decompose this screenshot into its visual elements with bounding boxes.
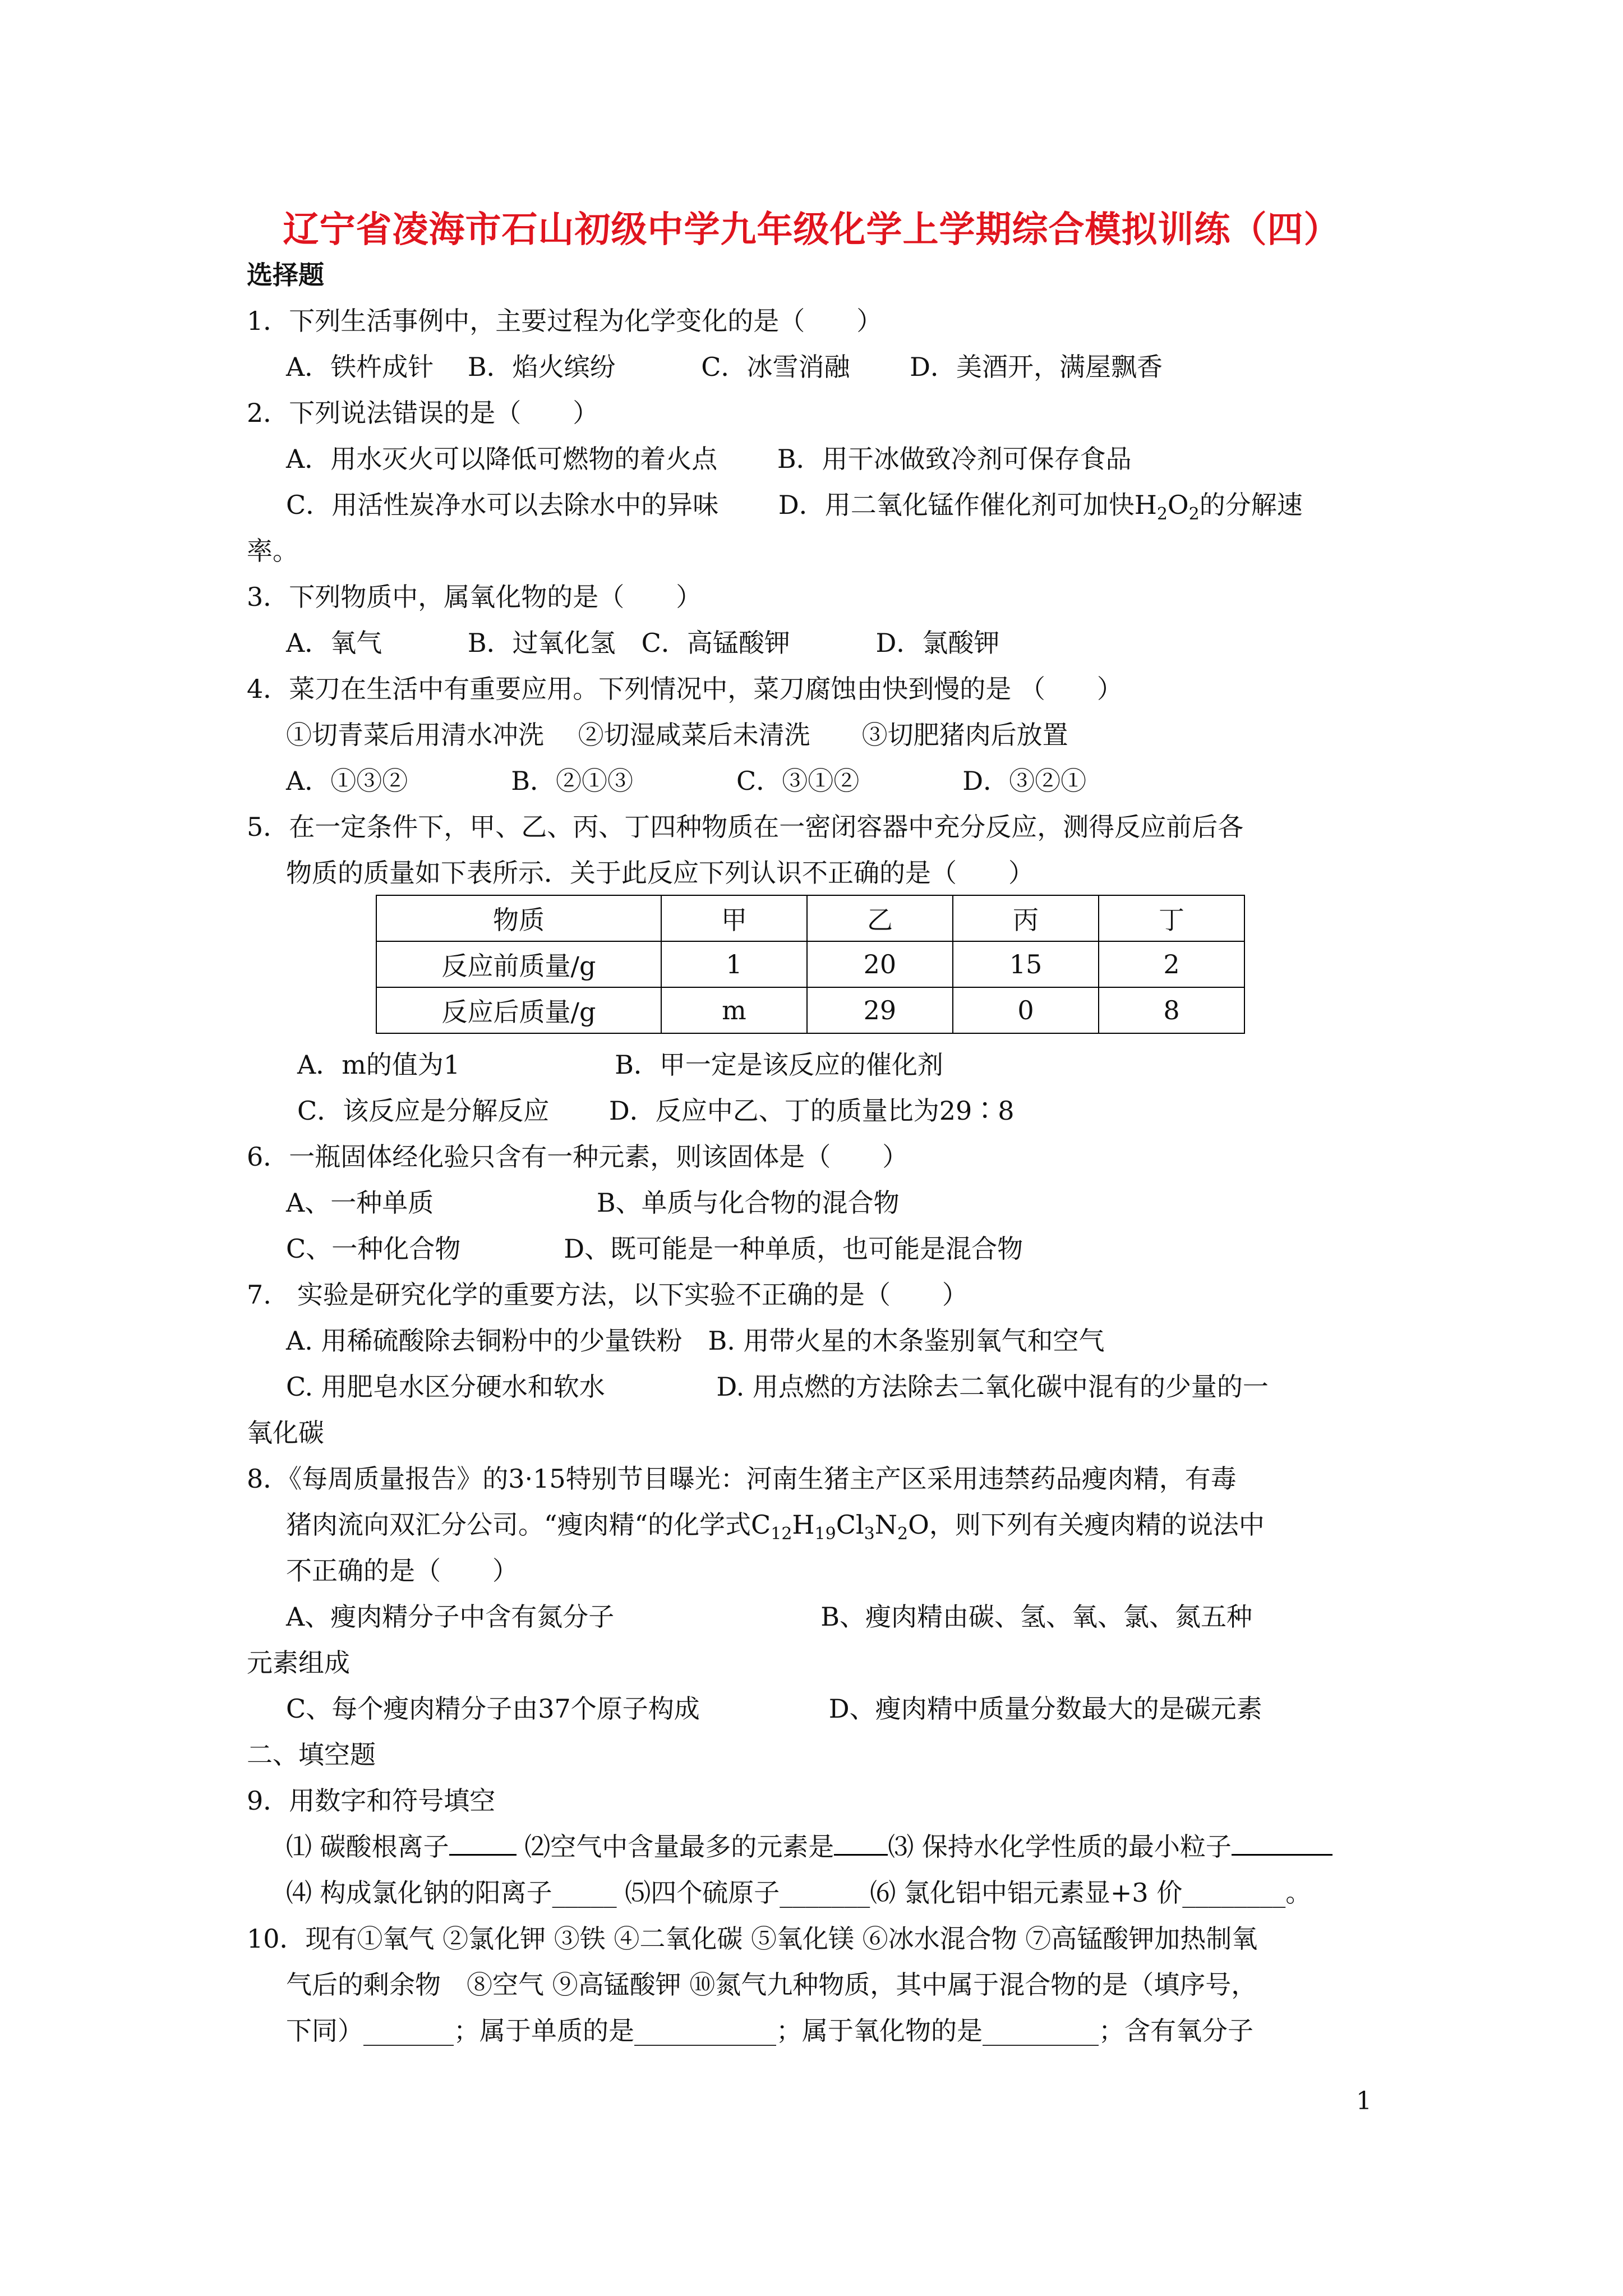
question-5-stem-1: 5．在一定条件下，甲、乙、丙、丁四种物质在一密闭容器中充分反应，测得反应前后各: [247, 812, 1244, 842]
table-cell: 0: [953, 987, 1099, 1033]
question-6-stem: 6．一瓶固体经化验只含有一种元素，则该固体是（ ）: [247, 1142, 909, 1172]
question-1-options: A．铁杵成针 B．焰火缤纷 C．冰雪消融 D．美酒开，满屋飘香: [286, 352, 1163, 382]
question-2-option-ab: A．用水灭火可以降低可燃物的着火点 B．用干冰做致冷剂可保存食品: [286, 444, 1132, 474]
table-row: [376, 941, 1244, 987]
question-9-line-1: ⑴ 碳酸根离子 ⑵空气中含量最多的元素是 ⑶ 保持水化学性质的最小粒子: [286, 1830, 1332, 1864]
table-cell: 反应后质量/g: [376, 987, 661, 1033]
question-10-line-2: 气后的剩余物 ⑧空气 ⑨高锰酸钾 ⑩氮气九种物质，其中属于混合物的是（填序号，: [286, 1970, 1257, 2000]
question-7-option-cd: C. 用肥皂水区分硬水和软水 D. 用点燃的方法除去二氧化碳中混有的少量的一: [286, 1372, 1269, 1402]
table-cell: 2: [1099, 941, 1244, 987]
table-header-cell: 甲: [661, 895, 807, 941]
mass-table: [376, 895, 1245, 1034]
question-8-stem-1: 8．《每周质量报告》的3·15特别节目曝光：河南生猪主产区采用违禁药品瘦肉精，有毒: [247, 1464, 1237, 1494]
question-1-stem: 1．下列生活事例中，主要过程为化学变化的是（ ）: [247, 306, 883, 336]
question-8-option-cd: C、每个瘦肉精分子由37个原子构成 D、瘦肉精中质量分数最大的是碳元素: [286, 1694, 1262, 1724]
question-5-option-cd: C．该反应是分解反应 D．反应中乙、丁的质量比为29∶8: [297, 1096, 1015, 1126]
section-heading-choice: 选择题: [247, 260, 324, 290]
question-3-options: A．氧气 B．过氧化氢 C．高锰酸钾 D．氯酸钾: [286, 628, 1000, 658]
question-10-line-1: 10．现有①氧气 ②氯化钾 ③铁 ④二氧化碳 ⑤氧化镁 ⑥冰水混合物 ⑦高锰酸钾加热制氧: [247, 1924, 1258, 1954]
question-7-continuation: 氧化碳: [247, 1418, 324, 1448]
question-9-stem: 9．用数字和符号填空: [247, 1786, 496, 1816]
table-cell: m: [661, 987, 807, 1033]
table-cell: 8: [1099, 987, 1244, 1033]
question-4-stem: 4．菜刀在生活中有重要应用。下列情况中，菜刀腐蚀由快到慢的是 （ ）: [247, 674, 1123, 704]
question-5-stem-2: 物质的质量如下表所示．关于此反应下列认识不正确的是（ ）: [286, 858, 1034, 888]
question-8-stem-3: 不正确的是（ ）: [286, 1556, 518, 1586]
table-header-cell: 丙: [953, 895, 1099, 941]
table-header-cell: 乙: [807, 895, 953, 941]
question-2-option-cd: C．用活性炭净水可以去除水中的异味 D．用二氧化锰作催化剂可加快$H_2O_2$的分解速: [286, 490, 1303, 524]
question-8-continuation: 元素组成: [247, 1648, 350, 1678]
question-2-continuation: 率。: [247, 536, 298, 566]
answer-blank[interactable]: [449, 1832, 517, 1856]
table-cell: 反应前质量/g: [376, 941, 661, 987]
answer-blank[interactable]: [1232, 1832, 1332, 1856]
table-cell: 29: [807, 987, 953, 1033]
table-cell: 1: [661, 941, 807, 987]
section-heading-fill: 二、填空题: [247, 1740, 376, 1770]
question-5-option-ab: A．m的值为1 B．甲一定是该反应的催化剂: [297, 1050, 943, 1080]
question-4-options: A．①③② B．②①③ C．③①② D．③②①: [286, 766, 1087, 796]
question-9-line-2: ⑷ 构成氯化钠的阳离子_____ ⑸四个硫原子_______⑹ 氯化铝中铝元素显+3 价________。: [286, 1878, 1312, 1908]
table-cell: 15: [953, 941, 1099, 987]
question-6-option-ab: A、一种单质 B、单质与化合物的混合物: [286, 1188, 900, 1218]
page-number: 1: [1356, 2087, 1372, 2115]
question-6-option-cd: C、一种化合物 D、既可能是一种单质，也可能是混合物: [286, 1234, 1023, 1264]
table-cell: 20: [807, 941, 953, 987]
question-7-option-ab: A. 用稀硫酸除去铜粉中的少量铁粉 B. 用带火星的木条鉴别氧气和空气: [286, 1326, 1105, 1356]
question-7-stem: 7. 实验是研究化学的重要方法，以下实验不正确的是（ ）: [247, 1280, 968, 1310]
table-row: [376, 987, 1244, 1033]
table-header-row: [376, 895, 1244, 941]
question-10-line-3: 下同）_______；属于单质的是___________；属于氧化物的是_________；含有氧分子: [286, 2016, 1253, 2046]
document-title: 辽宁省凌海市石山初级中学九年级化学上学期综合模拟训练（四）: [283, 209, 1340, 251]
table-header-cell: 物质: [376, 895, 661, 941]
table-header-cell: 丁: [1099, 895, 1244, 941]
question-8-stem-2: 猪肉流向双汇分公司。“瘦肉精“的化学式$C_{12}H_{19}Cl_3N_2O$，则下列有关瘦肉精的说法中: [286, 1510, 1265, 1544]
answer-blank[interactable]: [834, 1832, 888, 1856]
question-3-stem: 3．下列物质中，属氧化物的是（ ）: [247, 582, 702, 612]
question-4-items: ①切青菜后用清水冲洗 ②切湿咸菜后未清洗 ③切肥猪肉后放置: [286, 720, 1068, 750]
question-2-stem: 2．下列说法错误的是（ ）: [247, 398, 599, 428]
question-8-option-ab: A、瘦肉精分子中含有氮分子 B、瘦肉精由碳、氢、氧、氯、氮五种: [286, 1602, 1253, 1632]
